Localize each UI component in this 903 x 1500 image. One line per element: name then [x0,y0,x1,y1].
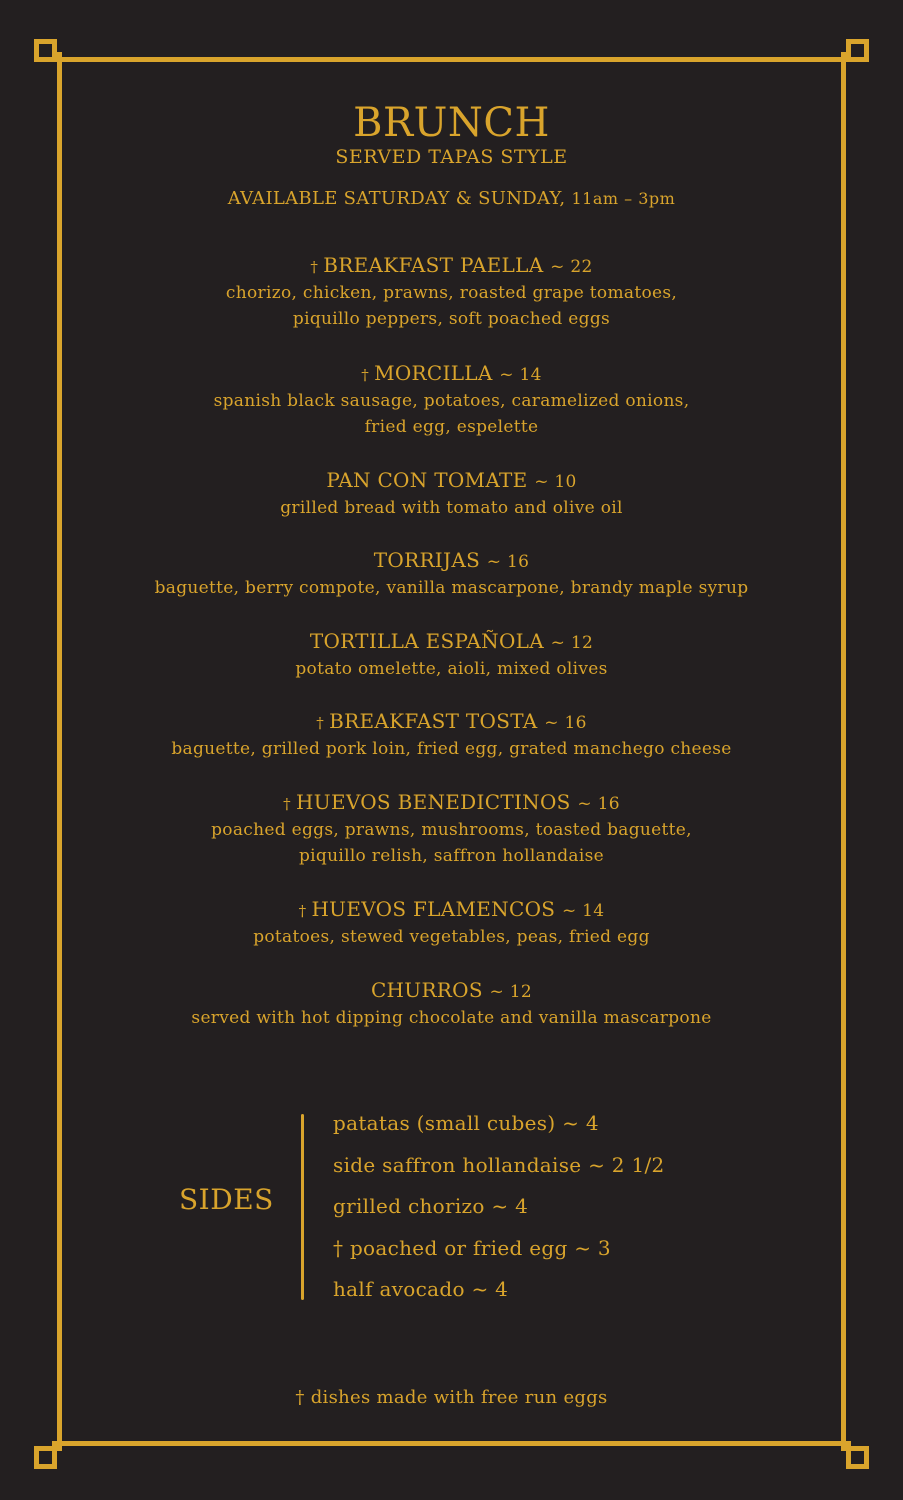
menu-item-heading [28,252,875,280]
menu-item [28,547,875,601]
menu-item-description: piquillo peppers, soft poached eggs [292,309,611,329]
menu-item-price: ~ 16 [486,552,530,572]
menu-item [28,896,875,950]
menu-item-heading [28,977,875,1005]
frame-corner-top-right [846,39,869,62]
menu-item-price: ~ 16 [544,713,587,733]
sides-divider [301,1114,304,1300]
menu-item-name: CHURROS [370,978,483,1002]
menu-item-description: potatoes, stewed vegetables, peas, fried egg [253,927,650,947]
menu-item [28,789,875,869]
menu-item-description: served with hot dipping chocolate and vanilla mascarpone [191,1008,712,1028]
menu-item [28,467,875,521]
side-item: † poached or fried egg ~ 3 [333,1235,611,1260]
menu-item-heading [28,708,875,736]
menu-item-price: ~ 12 [550,633,594,653]
menu-item-name: BREAKFAST PAELLA [323,253,544,277]
menu-item [28,360,875,440]
menu-item-heading [28,628,875,656]
menu-item-heading [28,360,875,388]
menu-item-name: TORRIJAS [373,548,481,572]
menu-title: BRUNCH [353,100,550,146]
frame-corner-bottom-left [34,1446,57,1469]
menu-item-description: piquillo relish, saffron hollandaise [299,846,604,866]
frame-top-border [52,57,851,62]
side-item: patatas (small cubes) ~ 4 [333,1111,599,1135]
menu-item [28,708,875,762]
frame-bottom-border [52,1441,851,1446]
menu-item-description: baguette, berry compote, vanilla mascarpone, brandy maple syrup [154,578,749,598]
menu-item-heading [28,467,875,495]
menu-item-name: MORCILLA [374,361,493,385]
menu-item-name: HUEVOS FLAMENCOS [311,897,556,921]
menu-item-description: baguette, grilled pork loin, fried egg, grated manchego cheese [171,739,732,759]
menu-item-name: PAN CON TOMATE [326,468,528,492]
sides-title: SIDES [179,1183,274,1216]
menu-item [28,977,875,1031]
footnote: † dishes made with free run eggs [295,1387,608,1408]
menu-item-description: chorizo, chicken, prawns, roasted grape tomatoes, [225,283,678,303]
side-item: side saffron hollandaise ~ 2 1/2 [333,1152,665,1177]
menu-item-price: ~ 16 [577,794,620,814]
menu-item-price: ~ 14 [499,365,542,385]
sides-list [333,1108,665,1316]
menu-item-description: potato omelette, aioli, mixed olives [295,659,608,679]
side-item: grilled chorizo ~ 4 [333,1194,529,1218]
free-run-egg-mark: † [298,902,312,920]
free-run-egg-mark: † [283,795,297,813]
menu-item-description: grilled bread with tomato and olive oil [280,498,623,518]
availability-times: 11am – 3pm [571,189,676,208]
side-item: half avocado ~ 4 [333,1277,509,1301]
menu-item-description: fried egg, espelette [364,417,539,437]
free-run-egg-mark: † [316,714,330,732]
menu-item-price: ~ 10 [534,472,577,492]
menu-item-heading [28,547,875,575]
menu-item-name: BREAKFAST TOSTA [329,709,538,733]
availability-line [68,188,835,209]
menu-item-heading [28,789,875,817]
menu-item-description: poached eggs, prawns, mushrooms, toasted baguette, [211,820,692,840]
frame-corner-bottom-right [846,1446,869,1469]
menu-item [28,252,875,332]
menu-item-name: TORTILLA ESPAÑOLA [309,629,544,653]
free-run-egg-mark: † [310,258,324,276]
menu-item-description: spanish black sausage, potatoes, caramelized onions, [213,391,690,411]
menu-item [28,628,875,682]
menu-item-name: HUEVOS BENEDICTINOS [296,790,571,814]
menu-item-price: ~ 12 [489,982,533,1002]
frame-corner-top-left [34,39,57,62]
free-run-egg-mark: † [361,366,375,384]
menu-item-price: ~ 22 [550,257,593,277]
menu-item-price: ~ 14 [561,901,605,921]
menu-item-heading [28,896,875,924]
availability-days: AVAILABLE SATURDAY & SUNDAY, [227,188,566,209]
menu-subtitle: SERVED TAPAS STYLE [335,146,568,168]
